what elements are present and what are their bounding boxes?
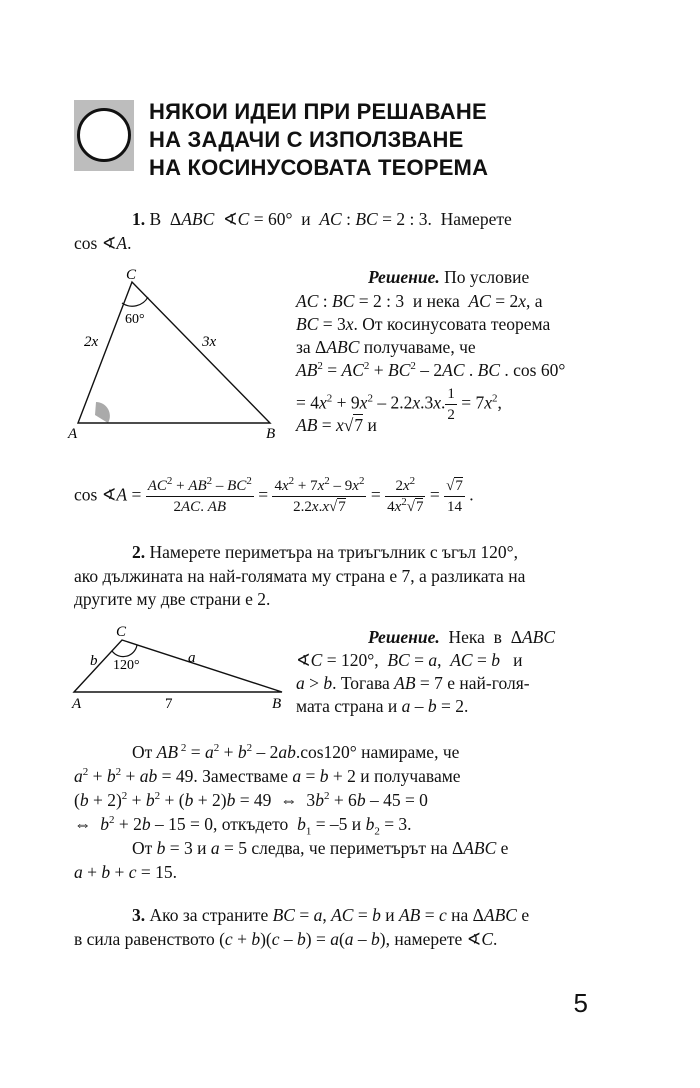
angle-c2-label: 120° [113,658,140,673]
vertex-c-label: C [126,267,137,283]
vertex-a-label: A [68,426,78,440]
side-ab-label: 7 [165,696,173,712]
vertex-b2-label: B [272,696,282,712]
triangle-figure-2 [60,622,300,717]
problem1-statement-end: cos ∢A. [74,233,132,253]
problem3-statement-line1: 3. Ако за страните BC = a, AC = b и AB = c на ΔABC е [132,905,530,925]
problem2-derivation-line1: От AB $^2 = a^2 + b^2 - 2ab.\cos 120^\circ$ намираме, че [132,742,460,762]
problem3-statement-line2: в сила равенството (c + b)(c – b) = a(a – b), намерете ∢C. [74,929,498,949]
page-number: 5 [573,988,588,1018]
side-bc-label: 3x [202,334,217,350]
problem2-solution-line4: мата страна и a – b = 2. [296,696,469,716]
problem1-solution-line4: за ΔABC получаваме, че [296,337,476,357]
problem1-statement: 1. В ΔABC ∢C = 60° и AC : BC = 2 : 3. Намерете [132,209,512,229]
side-ac-label: 2x [84,334,99,350]
problem2-statement-line3: другите му две страни е 2. [74,589,271,609]
triangle-figure-1 [60,260,300,440]
problem2-derivation-line2: $a^2 + b^2$ + ab = 49. Заместваме a = b + 2 и получаваме [74,766,461,786]
vertex-b-label: B [266,426,276,440]
header-decoration [74,100,134,171]
triangle-sides [78,282,270,423]
triangle2-sides [74,640,282,692]
vertex-a2-label: A [72,696,82,712]
problem1-solution-line5: $AB^2 = AC^2 + BC^2 - 2AC$ . BC . cos 60° [296,360,566,380]
problem2-derivation-line3: $(b + 2)^2 + b^2 + (b + 2)b = 49$ ⇔ $3b^2 + 6b - 45 = 0$ [74,790,428,810]
problem2-solution-line3: a > b. Тогава AB = 7 е най-голя- [296,673,530,693]
problem2-derivation-line6: a + b + c = 15. [74,862,178,882]
angle-c-label: 60° [125,312,145,327]
problem1-solution-line6: = $4x^2 + 9x^2 - 2.2x.3x$. $\frac{1}{2}$ = $7x^2$, [296,386,502,423]
problem2-statement-line1: 2. Намерете периметъра на триъгълник с ъгъл 120°, [132,542,518,562]
problem1-cos-formula: cos ∢A = $\frac{AC^2 + AB^2 - BC^2}{2AC. AB}$ = $\frac{4x^2 + 7x^2 - 9x^2}{2.2x.x√7}$ = $\frac{2x^2}{4x^2√7}$ = $\frac{√7}{14}$ . [74,475,474,515]
vertex-c2-label: C [116,624,127,640]
problem2-solution-line2: ∢C = 120°, BC = a, AC = b и [296,650,523,670]
problem2-solution-line1: Решение. Нека в ΔABC [368,627,556,647]
problem2-derivation-line5: От b = 3 и a = 5 следва, че периметърът на ΔABC е [132,838,509,858]
problem2-statement-line2: ако дължината на най-голямата му страна е 7, а разликата на [74,566,526,586]
side-b-label: b [90,653,98,669]
problem1-solution-line2: AC : BC = 2 : 3 и нека AC = 2x, а [296,291,543,311]
problem1-solution-line1: Решение. По условие [368,267,530,287]
circle-icon [77,108,131,162]
problem2-derivation-line4: ⇔ $b^2 + 2b - 15 = 0$, откъдето $b_1 = -5$ и $b_2 = 3$. [74,814,412,838]
page-title: НЯКОИ ИДЕИ ПРИ РЕШАВАНЕ НА ЗАДАЧИ С ИЗПОЛЗВАНЕ НА КОСИНУСОВАТА ТЕОРЕМА [149,99,489,180]
side-a-label: a [188,650,196,666]
problem1-solution-line7: AB = x√7 и [296,415,377,435]
problem1-solution-line3: BC = 3x. От косинусовата теорема [296,314,551,334]
angle-a-mark [95,402,110,423]
